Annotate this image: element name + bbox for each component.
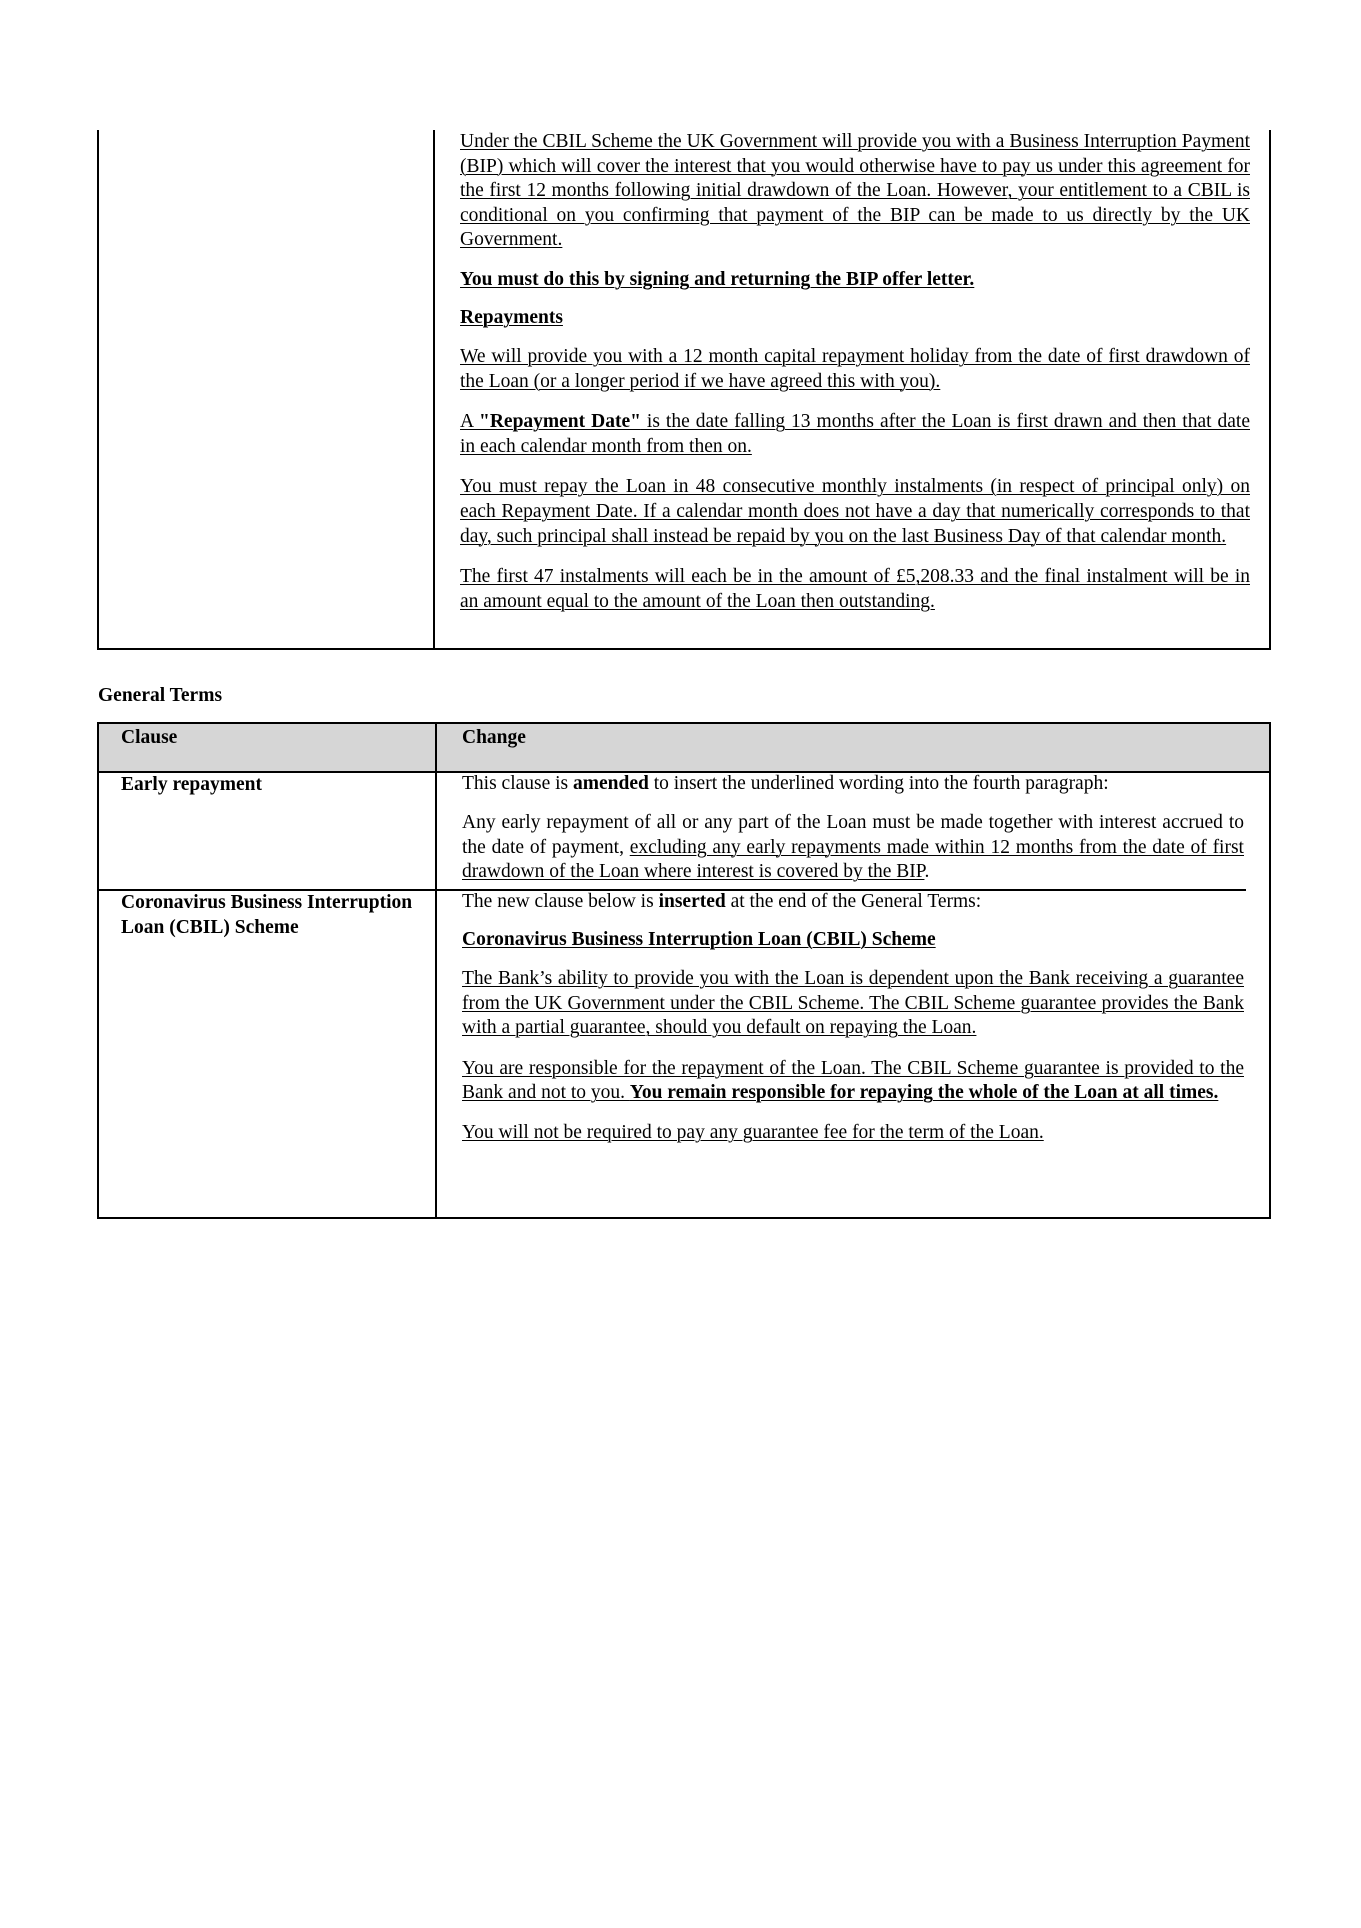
intro-rest: to insert the underlined wording into the fourth paragraph:	[648, 773, 1109, 794]
repayment-holiday-paragraph: We will provide you with a 12 month capital repayment holiday from the date of first drawdown of the Loan (or a longer period if we have agreed this with you).	[460, 345, 1250, 392]
responsibility-plain: You are responsible for the repayment of the Loan. The CBIL Scheme guarantee is provided to the Bank and not to you.	[462, 1057, 1244, 1104]
cbil-guarantee-paragraph: The Bank’s ability to provide you with the Loan is dependent upon the Bank receiving a guarantee from the UK Government under the CBIL Scheme. The CBIL Scheme guarantee provides the Bank with a partial guarantee, should you default on repaying the Loan.	[462, 968, 1244, 1039]
paragraph-plain: Any early repayment of all or any part of the Loan must be made together with interest accrued to the date of payment,	[462, 812, 1244, 858]
clause-early-repayment: Early repayment	[121, 774, 262, 795]
intro-bold: amended	[573, 773, 649, 794]
general-terms-heading: General Terms	[98, 685, 223, 706]
repayment-date-paragraph	[460, 410, 1250, 459]
table-column-divider	[435, 724, 437, 1217]
table-bottom-border	[97, 648, 1271, 650]
repayment-date-rest: is the date falling 13 months after the Loan is first drawn and then that date in each calendar month from then on.	[460, 411, 1250, 457]
paragraph-underlined: excluding any early repayments made within 12 months from the date of first drawdown of the Loan where interest is covered by the BIP	[462, 836, 1244, 883]
paragraph-end: .	[924, 861, 930, 883]
continuation-change-cell	[460, 130, 1250, 630]
change-early-repayment	[462, 773, 1244, 901]
table-left-border	[97, 130, 99, 650]
early-repayment-intro	[462, 773, 1244, 795]
early-repayment-paragraph	[462, 811, 1244, 885]
general-terms-table	[97, 722, 1271, 1219]
table-right-border	[1269, 130, 1271, 650]
intro-prefix: The new clause below is	[462, 891, 659, 912]
table-header-row	[99, 724, 1269, 773]
bip-instruction: You must do this by signing and returning the BIP offer letter.	[460, 268, 975, 290]
cbil-subheading: Coronavirus Business Interruption Loan (CBIL) Scheme	[462, 929, 936, 950]
bip-paragraph: Under the CBIL Scheme the UK Government will provide you with a Business Interruption Payment (BIP) which will cover the interest that you would otherwise have to pay us under this agreement for the first 12 months following initial drawdown of the Loan. However, your entitlement to a CBIL is conditional on you confirming that payment of the BIP can be made to us directly by the UK Government.	[460, 131, 1250, 251]
cbil-fee-paragraph: You will not be required to pay any guarantee fee for the term of the Loan.	[462, 1121, 1044, 1143]
column-header-clause: Clause	[121, 727, 178, 748]
clause-cbil-scheme: Coronavirus Business Interruption Loan (CBIL) Scheme	[121, 892, 413, 938]
cbil-intro	[462, 891, 1244, 913]
intro-bold: inserted	[658, 891, 726, 912]
intro-prefix: This clause is	[462, 773, 574, 794]
cbil-responsibility-paragraph	[462, 1057, 1244, 1106]
table-column-divider	[433, 130, 435, 650]
continuation-table	[97, 130, 1271, 650]
responsibility-bold: You remain responsible for repaying the whole of the Loan at all times.	[629, 1082, 1219, 1104]
repayment-date-term: "Repayment Date"	[479, 411, 641, 433]
instalments-paragraph: You must repay the Loan in 48 consecutive monthly instalments (in respect of principal only) on each Repayment Date. If a calendar month does not have a day that numerically corresponds to that day, such principal shall instead be repaid by you on the last Business Day of that calendar month.	[460, 476, 1250, 547]
repayments-heading: Repayments	[460, 306, 563, 328]
repayment-date-prefix: A	[460, 411, 479, 433]
intro-rest: at the end of the General Terms:	[725, 891, 982, 912]
instalment-amount-paragraph: The first 47 instalments will each be in the amount of £5,208.33 and the final instalment will be in an amount equal to the amount of the Loan then outstanding.	[460, 566, 1250, 612]
column-header-change: Change	[462, 727, 526, 748]
change-cbil-scheme	[462, 891, 1244, 1160]
